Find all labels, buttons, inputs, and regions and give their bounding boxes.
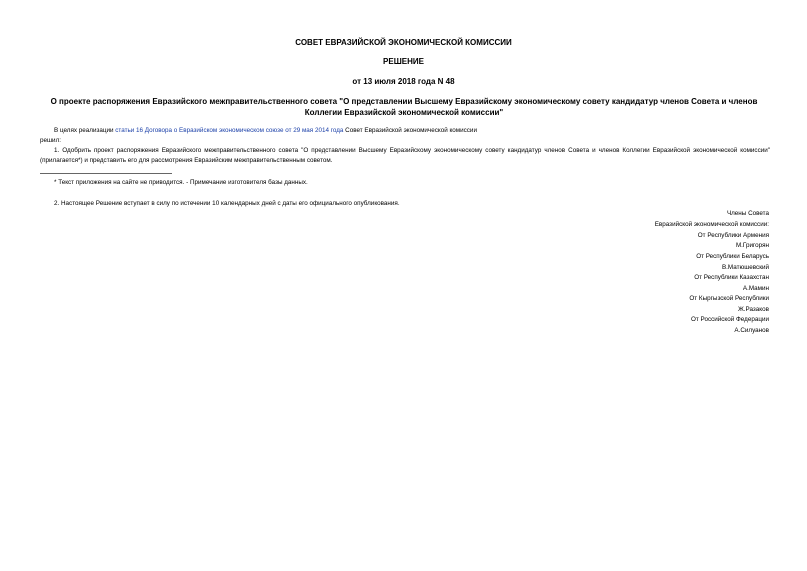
signature-line: От Республики Армения	[697, 231, 769, 239]
signature-line: Евразийской экономической комиссии:	[654, 221, 769, 228]
signature-line: Ж.Разаков	[737, 305, 769, 313]
intro-text-start: В целях реализации	[54, 127, 116, 134]
council-title: СОВЕТ ЕВРАЗИЙСКОЙ ЭКОНОМИЧЕСКОЙ КОМИССИИ	[295, 38, 512, 47]
signature-line: От Кыргызской Республики	[689, 295, 769, 302]
resolved-label: решил:	[40, 136, 61, 144]
signature-line: От Республики Беларусь	[696, 253, 769, 260]
footnote-text: * Текст приложения на сайте не приводится. - Примечание изготовителя базы данных.	[54, 179, 308, 186]
footnote-divider	[40, 173, 172, 174]
document-date-number: от 13 июля 2018 года N 48	[352, 77, 455, 86]
signature-line: От Республики Казахстан	[694, 274, 769, 281]
signature-line: Члены Совета	[726, 210, 769, 217]
signature-line: А.Силуанов	[734, 326, 769, 334]
article-16-link[interactable]: статьи 16	[115, 127, 144, 134]
intro-text-end: Совет Евразийской экономической комиссии	[343, 127, 477, 134]
signature-line: А.Мамин	[742, 284, 769, 292]
item-1-paragraph: 1. Одобрить проект распоряжения Евразийского межправительственного совета "О представлении Высшему Евразийскому экономическому совету кандидатур членов Совета и членов Коллегии Евразийской экономической комиссии" (прилагается*) и представить его для рассмотрения Евразийским межправительственным советом.	[40, 147, 770, 164]
treaty-link[interactable]: Договора о Евразийском экономическом союзе от 29 мая 2014 года	[144, 127, 344, 134]
signature-line: М.Григорян	[735, 242, 769, 249]
signature-line: В.Матюшевский	[721, 263, 769, 271]
item-2-paragraph: 2. Настоящее Решение вступает в силу по истечении 10 календарных дней с даты его официального опубликования.	[54, 200, 400, 207]
intro-paragraph	[54, 126, 770, 136]
document-subject: О проекте распоряжения Евразийского межправительственного совета "О представлении Высшему Евразийскому экономическому совету кандидатур членов Совета и членов Коллегии Евразийской экономической комиссии"	[50, 97, 758, 117]
signature-line: От Российской Федерации	[690, 316, 769, 323]
document-type: РЕШЕНИЕ	[383, 57, 424, 66]
